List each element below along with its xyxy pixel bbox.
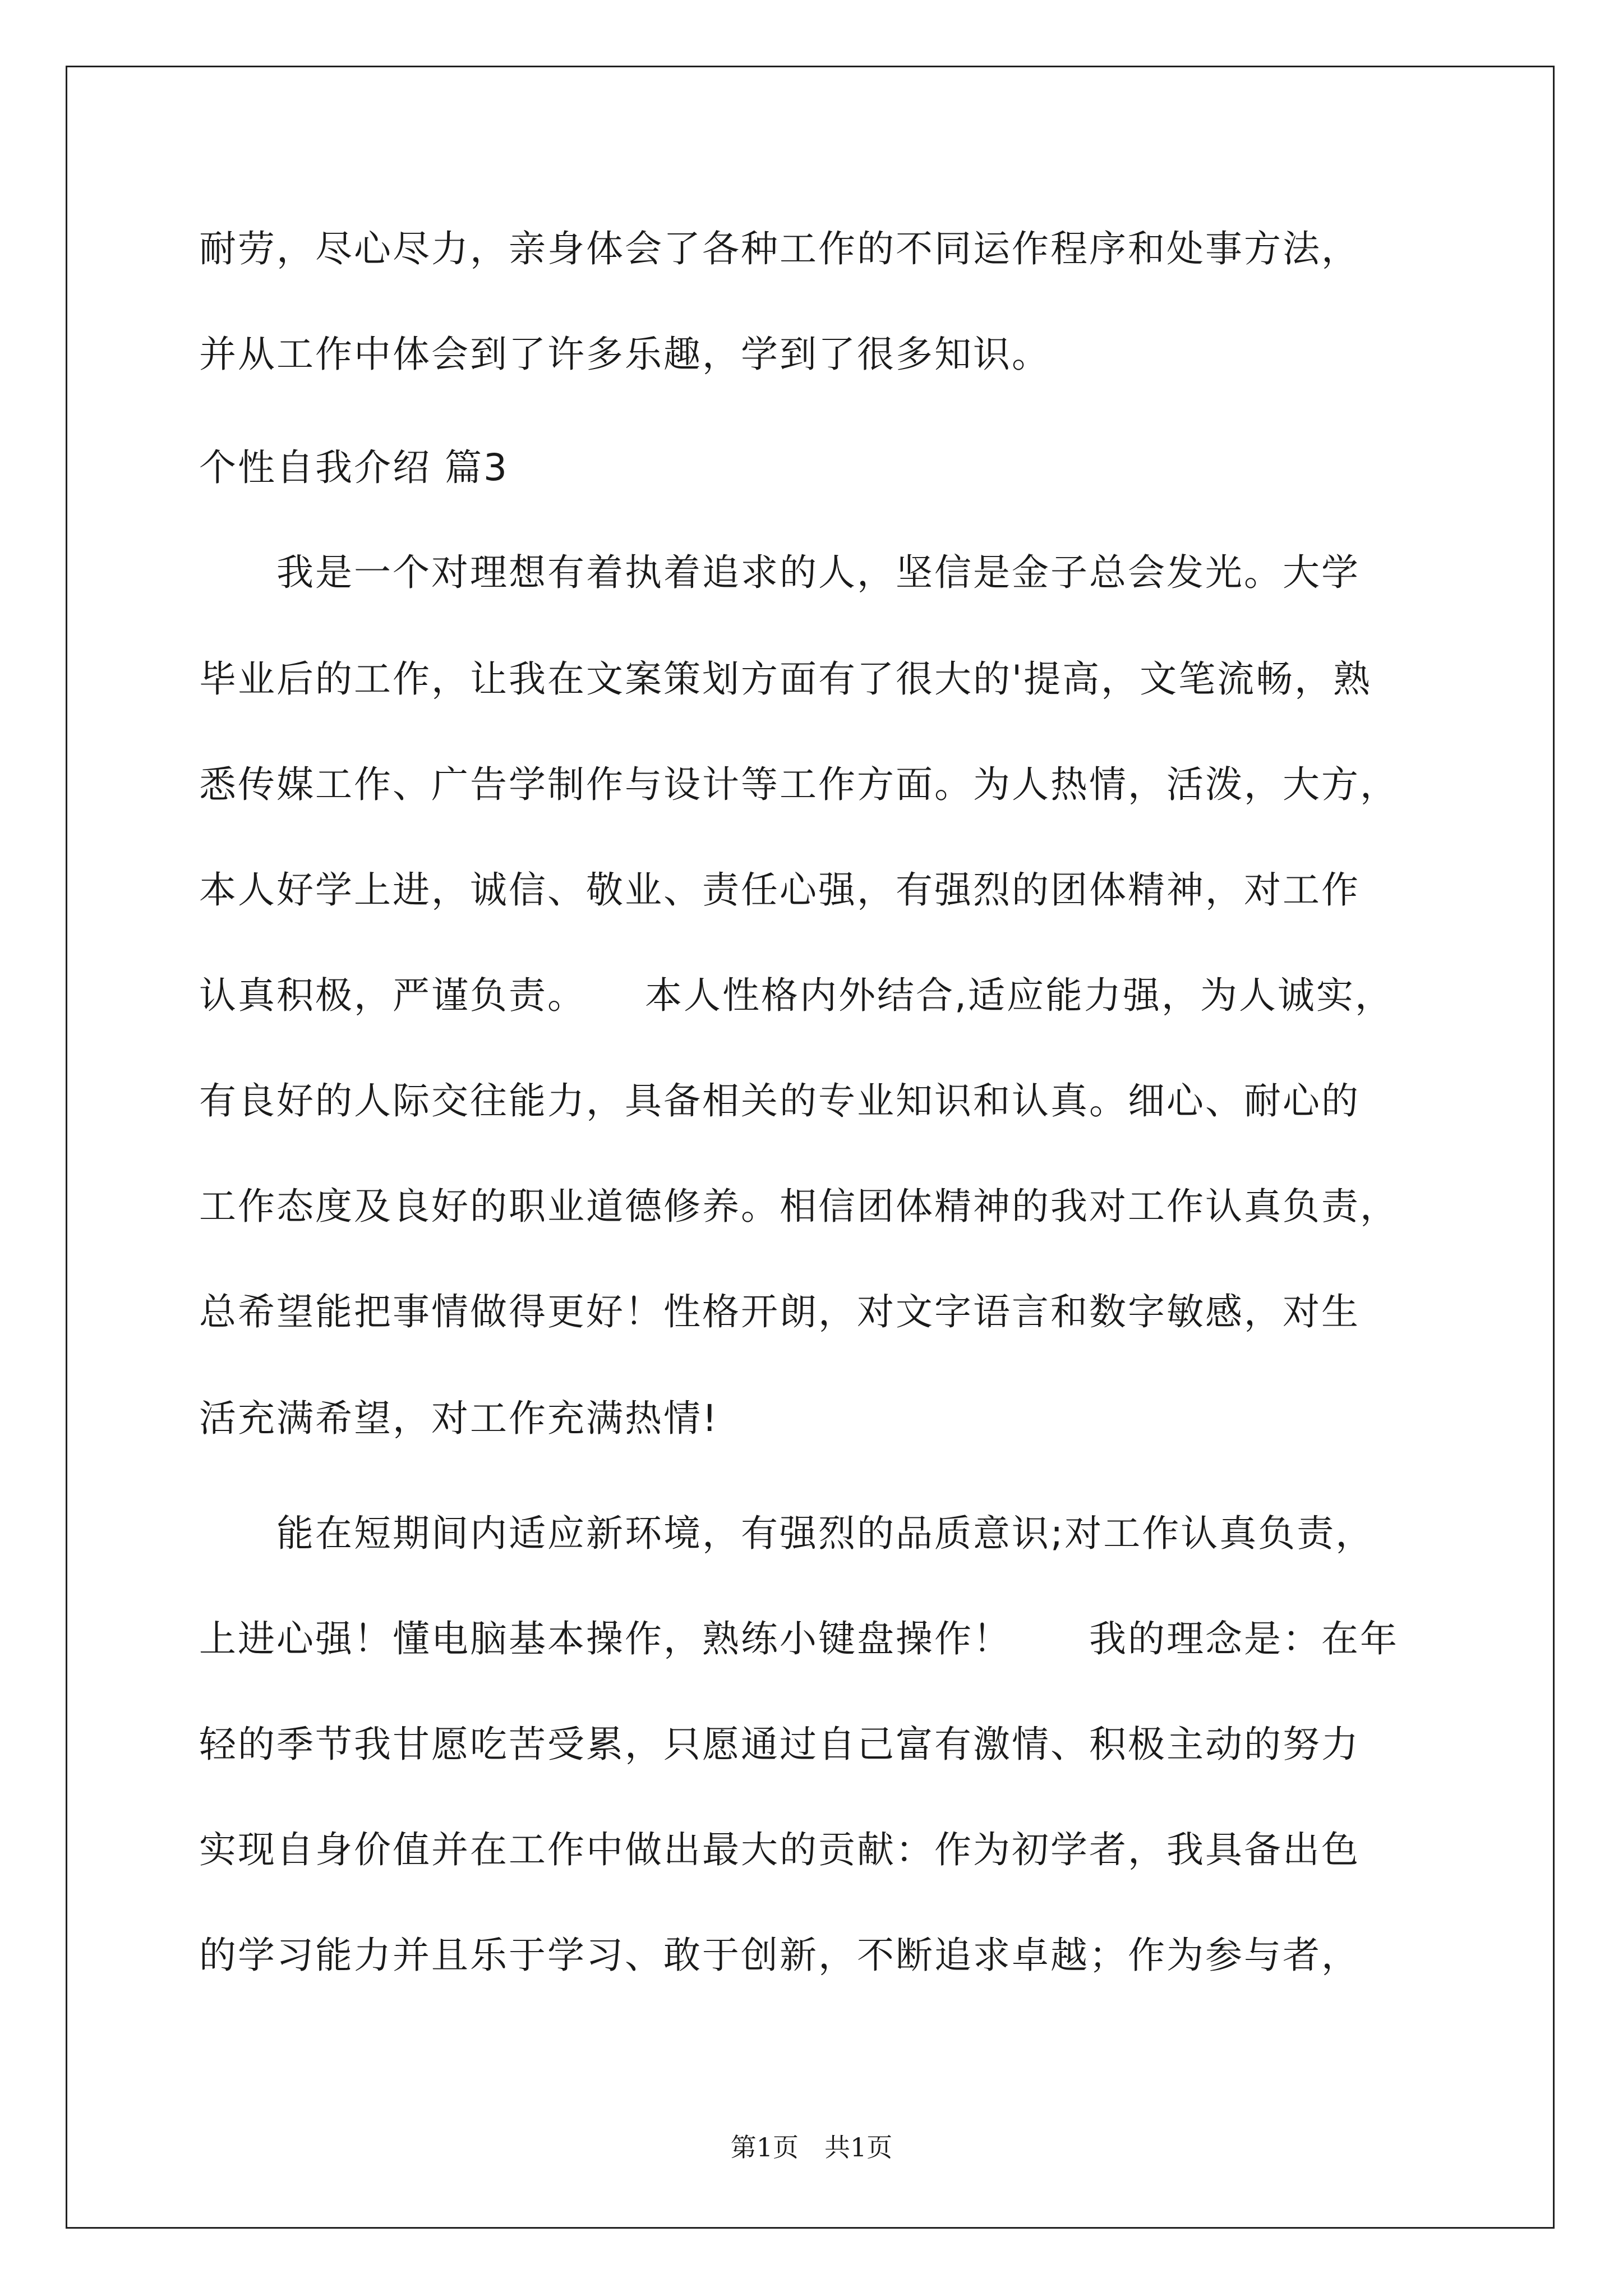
body-line: 认真积极，严谨负责。 本人性格内外结合,适应能力强，为人诚实， [199, 974, 1394, 1017]
body-line: 有良好的人际交往能力，具备相关的专业知识和认真。细心、耐心的 [199, 1079, 1360, 1122]
body-line: 工作态度及良好的职业道德修养。相信团体精神的我对工作认真负责， [199, 1185, 1399, 1228]
body-line: 毕业后的工作，让我在文案策划方面有了很大的'提高，文笔流畅，熟 [199, 657, 1372, 701]
body-line: 耐劳，尽心尽力，亲身体会了各种工作的不同运作程序和处事方法， [199, 227, 1360, 270]
body-line: 本人好学上进，诚信、敬业、责任心强，有强烈的团体精神，对工作 [199, 868, 1360, 912]
body-line: 的学习能力并且乐于学习、敢于创新，不断追求卓越；作为参与者， [199, 1934, 1360, 1977]
body-line: 总希望能把事情做得更好！性格开朗，对文字语言和数字敏感，对生 [199, 1290, 1360, 1333]
page-number-footer: 第1页 共1页 [730, 2132, 893, 2162]
section-heading: 个性自我介绍 篇3 [199, 446, 509, 489]
body-line: 能在短期间内适应新环境，有强烈的品质意识;对工作认真负责， [199, 1512, 1375, 1555]
body-line: 上进心强！懂电脑基本操作，熟练小键盘操作！ 我的理念是：在年 [199, 1617, 1399, 1660]
body-line: 活充满希望，对工作充满热情! [199, 1397, 719, 1440]
body-line: 我是一个对理想有着执着追求的人，坚信是金子总会发光。大学 [199, 551, 1360, 594]
body-line: 悉传媒工作、广告学制作与设计等工作方面。为人热情，活泼，大方， [199, 763, 1399, 806]
body-line: 并从工作中体会到了许多乐趣，学到了很多知识。 [199, 333, 1050, 376]
body-line: 实现自身价值并在工作中做出最大的贡献：作为初学者，我具备出色 [199, 1828, 1360, 1871]
body-line: 轻的季节我甘愿吃苦受累，只愿通过自己富有激情、积极主动的努力 [199, 1723, 1360, 1766]
